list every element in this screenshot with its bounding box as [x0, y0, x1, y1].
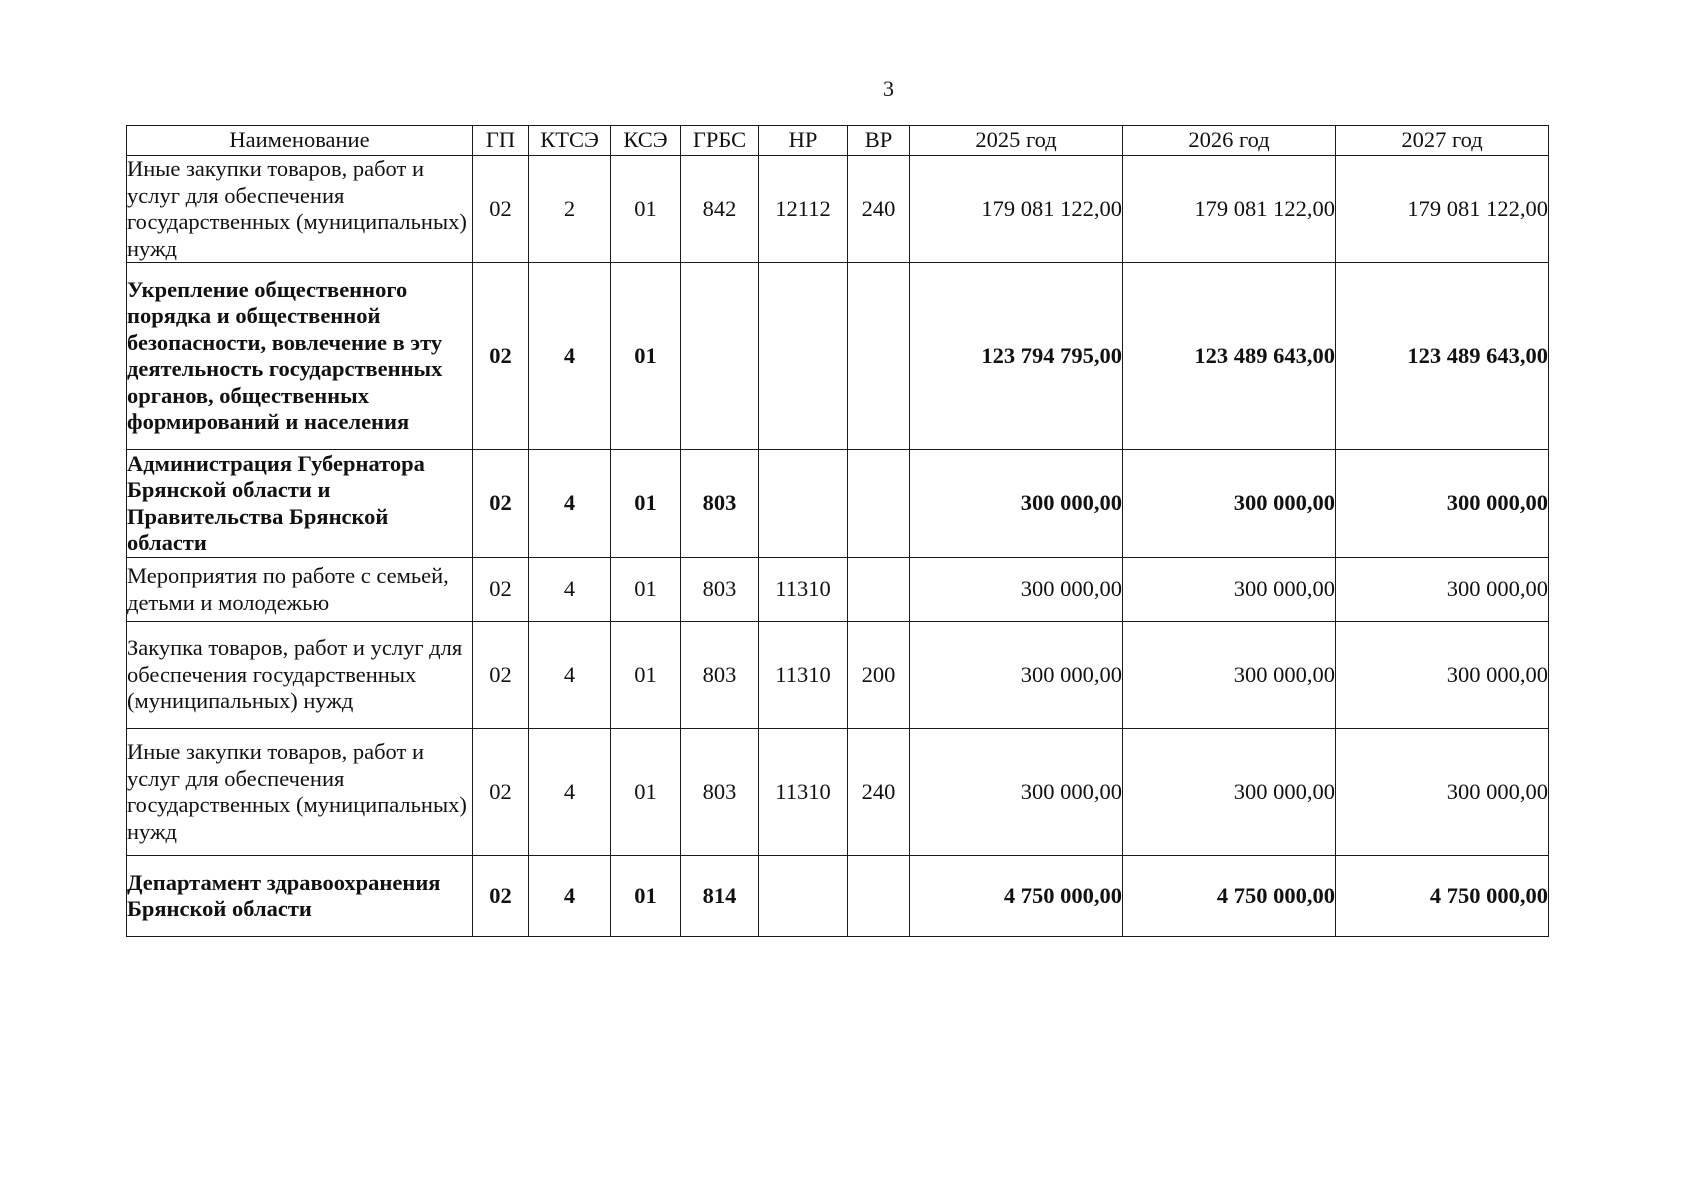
cell-2027: 300 000,00 [1336, 729, 1549, 856]
table-row [127, 729, 1549, 856]
header-2027: 2027 год [1336, 126, 1549, 156]
cell-name: Закупка товаров, работ и услуг для обеспечения государственных (муниципальных) нужд [127, 622, 473, 729]
cell-2026: 300 000,00 [1123, 558, 1336, 622]
cell-2026: 300 000,00 [1123, 450, 1336, 558]
table-row [127, 558, 1549, 622]
cell-2025: 300 000,00 [910, 729, 1123, 856]
cell-2025: 300 000,00 [910, 558, 1123, 622]
header-2025: 2025 год [910, 126, 1123, 156]
cell-nr: 12112 [759, 156, 848, 263]
page-number: 3 [883, 76, 894, 101]
header-2026: 2026 год [1123, 126, 1336, 156]
cell-name: Администрация Губернатора Брянской области и Правительства Брянской области [127, 450, 473, 558]
cell-name: Мероприятия по работе с семьей, детьми и молодежью [127, 558, 473, 622]
cell-gp: 02 [473, 558, 529, 622]
cell-ktse: 4 [529, 558, 611, 622]
cell-gp: 02 [473, 450, 529, 558]
cell-ktse: 4 [529, 729, 611, 856]
cell-vr: 200 [848, 622, 910, 729]
cell-vr [848, 450, 910, 558]
cell-2026: 179 081 122,00 [1123, 156, 1336, 263]
cell-grbs: 803 [681, 729, 759, 856]
cell-vr [848, 558, 910, 622]
cell-name: Иные закупки товаров, работ и услуг для обеспечения государственных (муниципальных) нужд [127, 729, 473, 856]
cell-name: Укрепление общественного порядка и общественной безопасности, вовлечение в эту деятельность государственных органов, общественных формирований и населения [127, 263, 473, 450]
cell-2026: 300 000,00 [1123, 622, 1336, 729]
cell-2027: 4 750 000,00 [1336, 856, 1549, 937]
cell-2025: 4 750 000,00 [910, 856, 1123, 937]
cell-2025: 300 000,00 [910, 622, 1123, 729]
cell-vr [848, 263, 910, 450]
cell-grbs: 814 [681, 856, 759, 937]
cell-vr [848, 856, 910, 937]
cell-gp: 02 [473, 263, 529, 450]
cell-2025: 179 081 122,00 [910, 156, 1123, 263]
cell-gp: 02 [473, 856, 529, 937]
cell-2026: 123 489 643,00 [1123, 263, 1336, 450]
cell-2027: 123 489 643,00 [1336, 263, 1549, 450]
cell-kse: 01 [611, 622, 681, 729]
cell-2026: 300 000,00 [1123, 729, 1336, 856]
cell-name: Департамент здравоохранения Брянской области [127, 856, 473, 937]
cell-ktse: 4 [529, 263, 611, 450]
cell-kse: 01 [611, 856, 681, 937]
cell-2025: 300 000,00 [910, 450, 1123, 558]
table-row [127, 856, 1549, 937]
cell-gp: 02 [473, 622, 529, 729]
cell-2027: 300 000,00 [1336, 450, 1549, 558]
cell-2027: 300 000,00 [1336, 558, 1549, 622]
cell-kse: 01 [611, 558, 681, 622]
table-row [127, 450, 1549, 558]
cell-2027: 300 000,00 [1336, 622, 1549, 729]
cell-grbs: 803 [681, 558, 759, 622]
header-name: Наименование [127, 126, 473, 156]
header-vr: ВР [848, 126, 910, 156]
header-nr: НР [759, 126, 848, 156]
cell-2027: 179 081 122,00 [1336, 156, 1549, 263]
cell-nr [759, 856, 848, 937]
cell-kse: 01 [611, 450, 681, 558]
cell-2025: 123 794 795,00 [910, 263, 1123, 450]
cell-grbs [681, 263, 759, 450]
table-row [127, 156, 1549, 263]
cell-kse: 01 [611, 263, 681, 450]
cell-ktse: 4 [529, 450, 611, 558]
cell-kse: 01 [611, 729, 681, 856]
cell-ktse: 4 [529, 622, 611, 729]
cell-gp: 02 [473, 729, 529, 856]
header-ktse: КТСЭ [529, 126, 611, 156]
cell-vr: 240 [848, 729, 910, 856]
cell-grbs: 803 [681, 450, 759, 558]
cell-kse: 01 [611, 156, 681, 263]
cell-gp: 02 [473, 156, 529, 263]
cell-nr: 11310 [759, 558, 848, 622]
table-header [127, 126, 1549, 156]
cell-2026: 4 750 000,00 [1123, 856, 1336, 937]
cell-nr [759, 450, 848, 558]
table-row [127, 622, 1549, 729]
cell-ktse: 2 [529, 156, 611, 263]
cell-nr: 11310 [759, 729, 848, 856]
cell-grbs: 842 [681, 156, 759, 263]
cell-grbs: 803 [681, 622, 759, 729]
table-row [127, 263, 1549, 450]
header-row [127, 126, 1549, 156]
cell-name: Иные закупки товаров, работ и услуг для обеспечения государственных (муниципальных) нужд [127, 156, 473, 263]
cell-nr [759, 263, 848, 450]
header-kse: КСЭ [611, 126, 681, 156]
cell-nr: 11310 [759, 622, 848, 729]
cell-vr: 240 [848, 156, 910, 263]
budget-table [126, 125, 1549, 937]
header-gp: ГП [473, 126, 529, 156]
cell-ktse: 4 [529, 856, 611, 937]
header-grbs: ГРБС [681, 126, 759, 156]
table-body [127, 156, 1549, 937]
